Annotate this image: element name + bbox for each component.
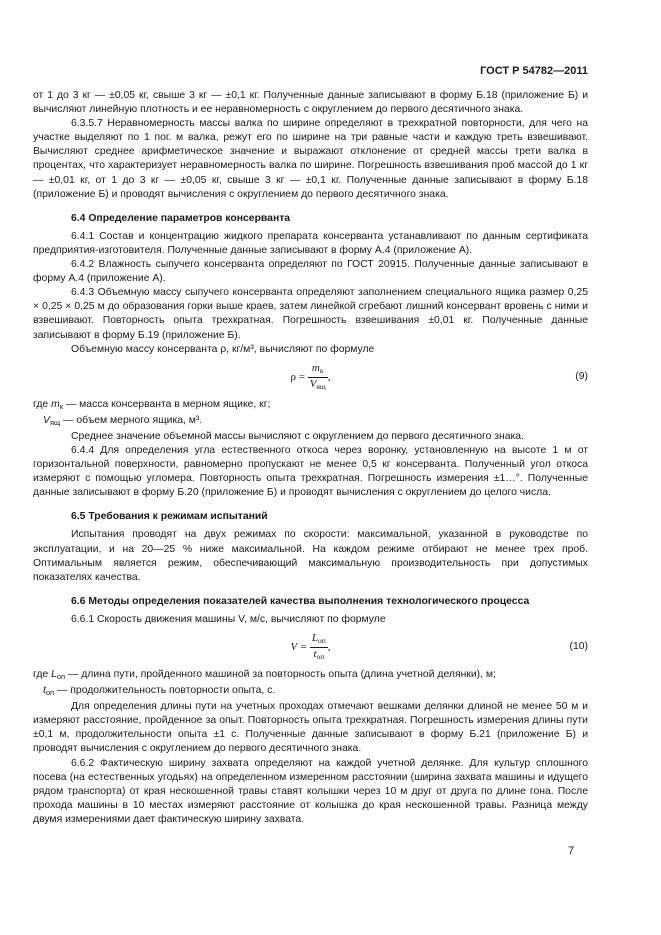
paragraph-6-4-2: 6.4.2 Влажность сыпучего консерванта определяют по ГОСТ 20915. Полученные данные записывают в форму А.4 (приложение А). <box>33 259 588 285</box>
paragraph-6-4-1: 6.4.1 Состав и концентрацию жидкого препарата консерванта устанавливают по данным сертификата предприятия-изготовителя. Полученные данные записывают в форму А.4 (приложение А). <box>33 230 588 256</box>
formula-legend-item: где $m_к$ — масса консерванта в мерном ящике, кг; <box>33 398 271 411</box>
formula-fraction: $\frac{L_{оп}}{t_{оп}}$ <box>311 632 326 661</box>
paragraph-6-5: Испытания проводят на двух режимах по скорости: максимальной, указанной в руководстве по эксплуатации, и на 20—25 % ниже максимальной. На каждом режиме отбирают не менее трех проб. Оптимальным является режим, обеспечивающий максимальную производительность при допустимых показателях качества. <box>33 529 588 583</box>
page-number: 7 <box>568 845 575 857</box>
formula-legend-item: $t_{оп}$ — продолжительность повторности опыта, с. <box>43 685 276 698</box>
formula-intro-rho: Объемную массу консерванта ρ, кг/м³, вычисляют по формуле <box>71 343 375 355</box>
section-heading-6-6: 6.6 Методы определения показателей качества выполнения технологического процесса <box>71 595 530 607</box>
paragraph-6-6-2: 6.6.2 Фактическую ширину захвата определяют на каждой учетной делянке. Для культур сплошного посева (на естественных угодьях) на определенном измеренном расстоянии (ширина захвата машины и идущего рядом транспорта) от края нескошенной травы ставят колышки через 10 м друг от друга по длине гона. После прохода машины в 10 местах измеряют расстояние от колышка до края нескошенной травы. Разница между двумя измерениями дает фактическую ширину захвата. <box>33 757 588 825</box>
document-body <box>33 89 588 827</box>
paragraph: Среднее значение объемной массы вычисляют с округлением до первого десятичного знака. <box>71 430 524 442</box>
section-heading-6-4: 6.4 Определение параметров консерванта <box>71 212 291 224</box>
formula-legend-item: $V_{ящ}$ — объем мерного ящика, м³. <box>43 414 203 427</box>
formula-fraction: $\frac{m_к}{V_{ящ}}$ <box>309 361 326 391</box>
formula-lhs: ρ = <box>290 370 305 383</box>
formula-legend-item: где $L_{оп}$ — длина пути, пройденного машиной за повторность опыта (длина учетной делянки), м; <box>33 669 496 681</box>
paragraph-6-4-4: 6.4.4 Для определения угла естественного откоса через воронку, установленную на высоте 1 м от горизонтальной поверхности, равномерно пропускают не менее 0,5 кг консерванта. Полученный угол откоса измеряют с помощью угломера. Повторность опыта трехкратная. Погрешность измерения ±1…°. Полученные данные записывают в форму Б.20 (приложение Б) и проводят вычисления с округлением до целого числа. <box>33 444 588 499</box>
paragraph-6-3-5-7: 6.3.5.7 Неравномерность массы валка по ширине определяют в трехкратной повторности, для чего на участке выделяют по 1 пог. м валка, режут его по ширине на три равные части и каждую треть взвешивают. Вычисляют среднее арифметическое значение и выражают отклонение от средней массы трети валка в процентах, что характеризует неравномерность валка по ширине. Погрешность взвешивания проб массой до 1 кг — ±0,01 кг, от 1 до 3 кг — ±0,05 кг, свыше 3 кг — ±0,1 кг. Полученные данные записывают в форму Б.18 (приложение Б) и проводят вычисления с округлением до первого десятичного знака. <box>33 118 588 200</box>
paragraph: Для определения длины пути на учетных проходах отмечают вешками делянки длиной не менее 50 м и измеряют расстояние, пройденное за опыт. Повторность опыта трехкратная. Погрешность измерения длины пути ±0,1 м, продолжительности опыта ±1 с. Полученные данные записывают в форму Б.21 (приложение Б) и проводят вычисления с округлением до первого десятичного знака. <box>33 701 588 755</box>
formula-10: V = $\frac{L_{оп}}{t_{оп}}$ , (10) <box>290 632 588 661</box>
standard-header: ГОСТ Р 54782—2011 <box>480 65 588 77</box>
section-heading-6-5: 6.5 Требования к режимам испытаний <box>71 511 268 523</box>
equation-number: (9) <box>575 370 588 382</box>
equation-number: (10) <box>569 641 588 652</box>
formula-9: ρ = $\frac{m_к}{V_{ящ}}$ , (9) <box>290 361 588 391</box>
paragraph-6-6-1: 6.6.1 Скорость движения машины V, м/с, вычисляют по формуле <box>71 613 386 625</box>
paragraph: от 1 до 3 кг — ±0,05 кг, свыше 3 кг — ±0,1 кг. Полученные данные записывают в форму Б.18 (приложение Б) и вычисляют линейную плотность и ее неравномерность с округлением до первого десятичного знака. <box>33 90 588 116</box>
paragraph-6-4-3: 6.4.3 Объемную массу сыпучего консерванта определяют заполнением специального ящика размер 0,25 × 0,25 × 0,25 м до образования горки выше краев, затем линейкой сгребают лишний консервант вровень с ними и взвешивают. Повторность опыта трехкратная. Погрешность взвешивания ±0,01 кг. Полученные данные записывают в форму Б.19 (приложение Б). <box>33 287 588 341</box>
formula-lhs: V = <box>290 641 308 654</box>
